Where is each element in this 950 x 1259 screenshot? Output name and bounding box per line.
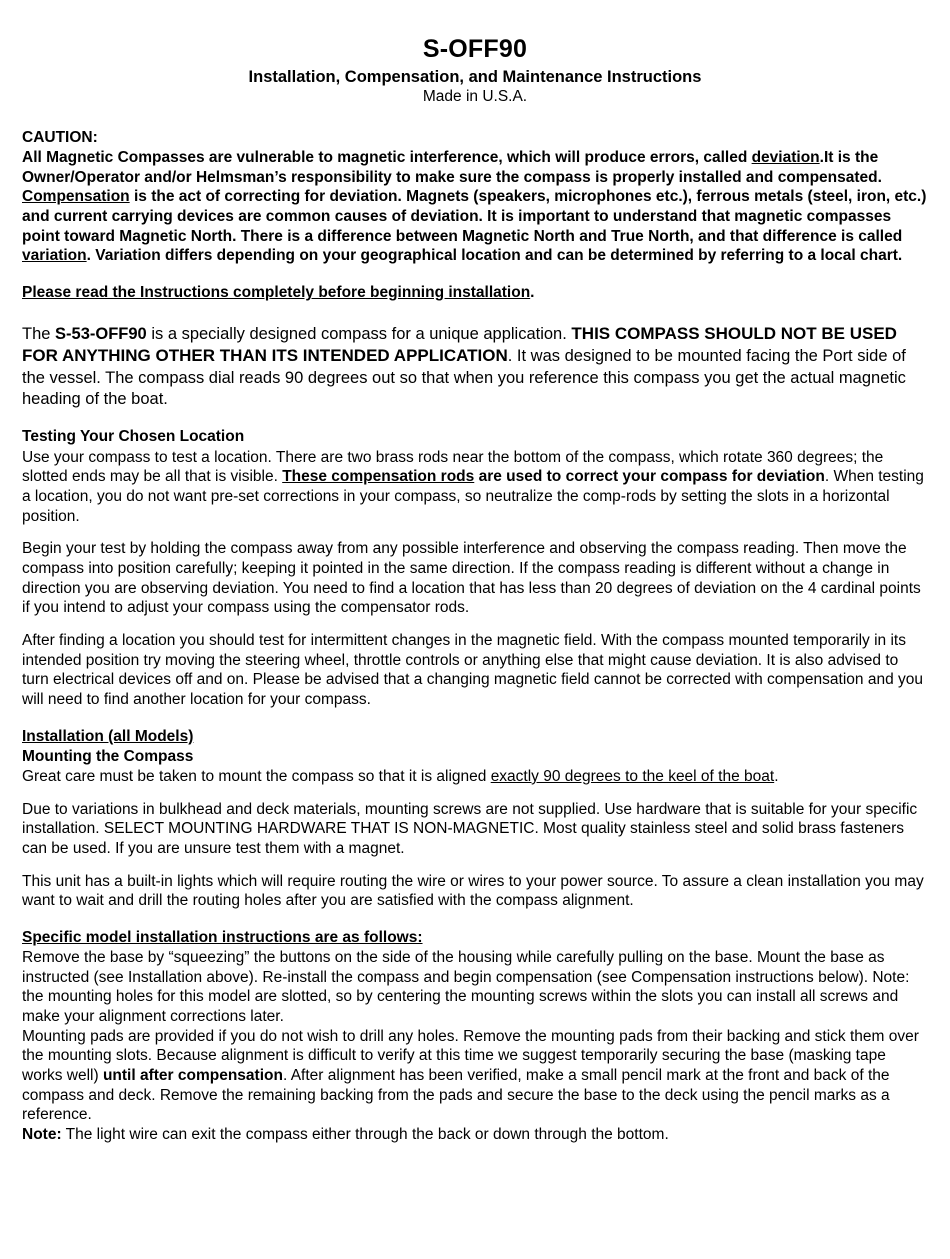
specific-p2-c: . After alignment has been verified, make a small pencil mark at the front and back of the compass and deck. Remove the remaining backing from the pads and secure the base to the deck using the pencil marks as a reference. [22,1067,890,1124]
testing-paragraph-1 [22,448,928,527]
page-subtitle: Installation, Compensation, and Maintenance Instructions [248,67,702,86]
intro-warning-caps: THIS COMPASS SHOULD NOT BE USED FOR ANYTHING OTHER THAN ITS INTENDED APPLICATION [22,323,897,366]
read-notice [22,283,928,303]
caution-text-1b: . [819,148,824,166]
note-label: Note: [22,1126,62,1144]
installation-paragraph-1 [22,767,928,787]
specific-paragraph-2 [22,1027,928,1125]
specific-p2-a: Mounting pads are provided if you do not wish to drill any holes. Remove the mounting pads from their backing and stick them over the mounting slots. Because alignment is difficult to verify at this time we suggest temporarily securing the base (masking tape works well) [22,1027,919,1085]
caution-compensation-term: Compensation [22,188,130,206]
specific-paragraph-1: Remove the base by “squeezing” the buttons on the side of the housing while carefully pulling on the base. Mount the base as instructed (see Installation above). Re-install the compass and begin compensation (see Compensation instructions below). Note: the mounting holes for this model are slotted, so by centering the mounting screws within the slots you can install all screws and make your alignment corrections later. [22,949,910,1026]
specific-models-heading: Specific model installation instructions are as follows: [22,928,423,946]
installation-subheading: Mounting the Compass [22,747,194,765]
installation-p1-b: . [774,767,779,785]
specific-note [22,1125,928,1145]
installation-paragraph-3: This unit has a built-in lights which will require routing the wire or wires to your power source. To assure a clean installation you may want to wait and drill the routing holes after you are satisfied with the compass alignment. [22,872,924,910]
intro-text-a: The [22,324,56,343]
testing-p1-b: are used to correct your compass for deviation [474,468,825,486]
compensation-rods-term: These compensation rods [282,468,475,486]
page-origin: Made in U.S.A. [422,88,528,106]
caution-text-2: It is the Owner/Operator and/or Helmsman’s responsibility to make sure the compass is properly installed and compensated. [22,148,882,186]
page-title: S-OFF90 [422,35,528,63]
testing-heading: Testing Your Chosen Location [22,428,245,446]
intro-paragraph [22,323,928,411]
note-text: The light wire can exit the compass either through the back or down through the bottom. [61,1126,669,1144]
read-notice-period: . [530,283,535,301]
testing-paragraph-3: After finding a location you should test for intermittent changes in the magnetic field. With the compass mounted temporarily in its intended position try moving the steering wheel, throttle controls or anything else that might cause deviation. It is also advised to turn electrical devices off and on. Please be advised that a changing magnetic field cannot be corrected with compensation and you will need to find another location for your compass. [22,631,923,708]
intro-model-name: S-53-OFF90 [55,324,147,343]
intro-text-c: . It was designed to be mounted facing the Port side of the vessel. The compass dial reads 90 degrees out so that when you reference this compass you get the actual magnetic heading of the boat. [22,347,906,408]
testing-p1-a: Use your compass to test a location. There are two brass rods near the bottom of the compass, which rotate 360 degrees; the slotted ends may be all that is visible. [22,448,884,486]
caution-heading: CAUTION: [22,129,98,147]
caution-paragraph [22,148,928,266]
installation-heading: Installation (all Models) [22,727,194,745]
testing-p1-c: . When testing a location, you do not want pre-set corrections in your compass, so neutralize the comp-rods by setting the slots in a horizontal position. [22,468,924,525]
installation-p1-a: Great care must be taken to mount the compass so that it is aligned [22,767,491,785]
caution-text-2c: . Variation differs depending on your geographical location and can be determined by referring to a local chart. [86,247,903,265]
read-notice-underlined: Please read the Instructions completely before beginning installation [22,283,531,301]
caution-text-2b: is the act of correcting for deviation. Magnets (speakers, microphones etc.), ferrous metals (steel, iron, etc.) and current carrying devices are common causes of deviation. It is important to understand that magnetic compasses point toward Magnetic North. There is a difference between Magnetic North and True North, and that difference is called [22,188,927,245]
installation-paragraph-2: Due to variations in bulkhead and deck materials, mounting screws are not supplied. Use hardware that is suitable for your specific installation. SELECT MOUNTING HARDWARE THAT IS NON-MAGNETIC. Most quality stainless steel and solid brass fasteners can be used. If you are unsure test them with a magnet. [22,800,918,857]
caution-deviation-term: deviation [751,148,820,166]
testing-paragraph-2: Begin your test by holding the compass away from any possible interference and observing the compass reading. Then move the compass into position carefully; keeping it pointed in the same direction. If the compass reading is different without a change in direction you are observing deviation. You need to find a location that has less than 20 degrees of deviation on the 4 cardinal points if you intend to adjust your compass using the compensator rods. [22,540,921,617]
keel-alignment-term: exactly 90 degrees to the keel of the boat [490,767,775,785]
until-after-compensation-term: until after compensation [102,1067,283,1085]
caution-variation-term: variation [22,247,87,265]
caution-text-1: All Magnetic Compasses are vulnerable to magnetic interference, which will produce errors, called [22,148,752,166]
intro-text-b: is a specially designed compass for a unique application. [146,324,572,343]
caution-section [22,128,928,266]
